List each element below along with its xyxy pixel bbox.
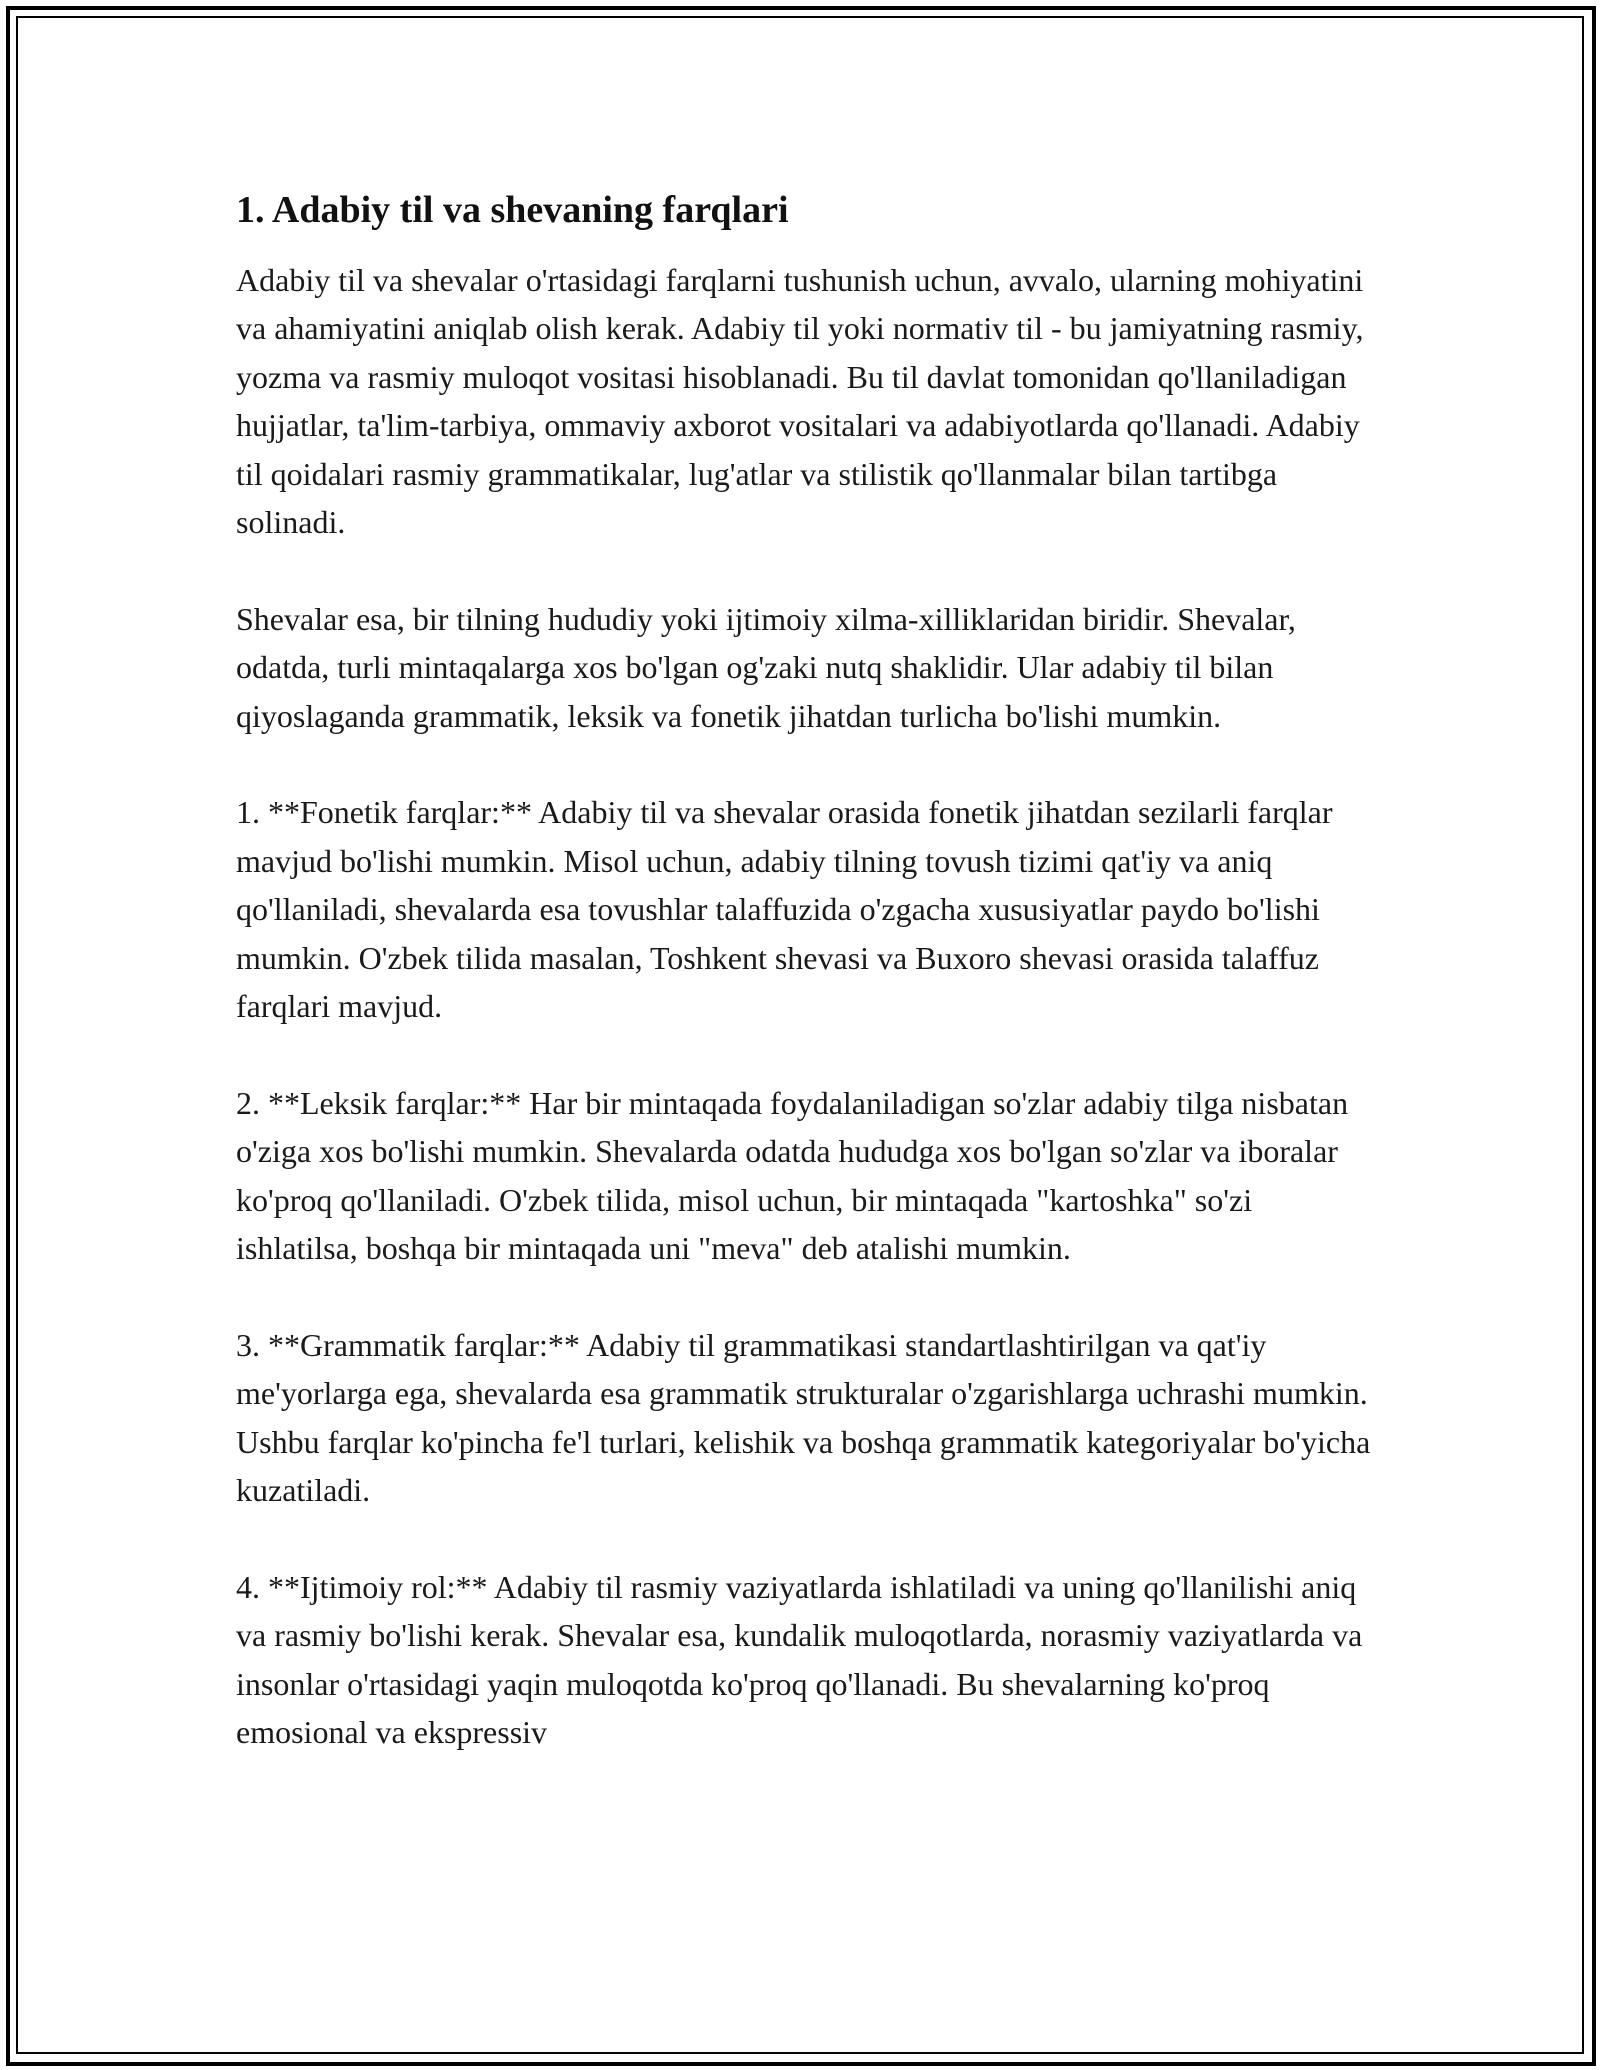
paragraph-phonetic-differences: 1. **Fonetik farqlar:** Adabiy til va shevalar orasida fonetik jihatdan sezilarli farqlar mavjud bo'lishi mumkin. Misol uchun, adabiy tilning tovush tizimi qat'iy va aniq qo'llaniladi, shevalarda esa tovushlar talaffuzida o'zgacha xususiyatlar paydo bo'lishi mumkin. O'zbek tilida masalan, Toshkent shevasi va Buxoro shevasi orasida talaffuz farqlari mavjud. [236, 794, 1333, 1025]
section-heading: 1. Adabiy til va shevaning farqlari [236, 189, 789, 231]
paragraph-intro: Adabiy til va shevalar o'rtasidagi farqlarni tushunish uchun, avvalo, ularning mohiyatini va ahamiyatini aniqlab olish kerak. Adabiy til yoki normativ til - bu jamiyatning rasmiy, yozma va rasmiy muloqot vositasi hisoblanadi. Bu til davlat tomonidan qo'llaniladigan hujjatlar, ta'lim-tarbiya, ommaviy axborot vositalari va adabiyotlarda qo'llanadi. Adabiy til qoidalari rasmiy grammatikalar, lug'atlar va stilistik qo'llanmalar bilan tartibga solinadi. [236, 262, 1364, 541]
paragraph-grammatical-differences: 3. **Grammatik farqlar:** Adabiy til grammatikasi standartlashtirilgan va qat'iy me'yorlarga ega, shevalarda esa grammatik strukturalar o'zgarishlarga uchrashi mumkin. Ushbu farqlar ko'pincha fe'l turlari, kelishik va boshqa grammatik kategoriyalar bo'yicha kuzatiladi. [236, 1326, 1371, 1509]
paragraph-social-role: 4. **Ijtimoiy rol:** Adabiy til rasmiy vaziyatlarda ishlatiladi va uning qo'llanilishi aniq va rasmiy bo'lishi kerak. Shevalar esa, kundalik muloqotlarda, norasmiy vaziyatlarda va insonlar o'rtasidagi yaqin muloqotda ko'proq qo'llanadi. Bu shevalarning ko'proq emosional va ekspressiv [236, 1568, 1363, 1751]
document-page [236, 186, 1376, 1805]
paragraph-lexical-differences: 2. **Leksik farqlar:** Har bir mintaqada foydalaniladigan so'zlar adabiy tilga nisbatan o'ziga xos bo'lishi mumkin. Shevalarda odatda hududga xos bo'lgan so'zlar va iboralar ko'proq qo'llaniladi. O'zbek tilida, misol uchun, bir mintaqada "kartoshka" so'zi ishlatilsa, boshqa bir mintaqada uni "meva" deb atalishi mumkin. [236, 1084, 1349, 1267]
paragraph-dialects: Shevalar esa, bir tilning hududiy yoki ijtimoiy xilma-xilliklaridan biridir. Shevalar, odatda, turli mintaqalarga xos bo'lgan og'zaki nutq shaklidir. Ular adabiy til bilan qiyoslaganda grammatik, leksik va fonetik jihatdan turlicha bo'lishi mumkin. [236, 600, 1296, 734]
